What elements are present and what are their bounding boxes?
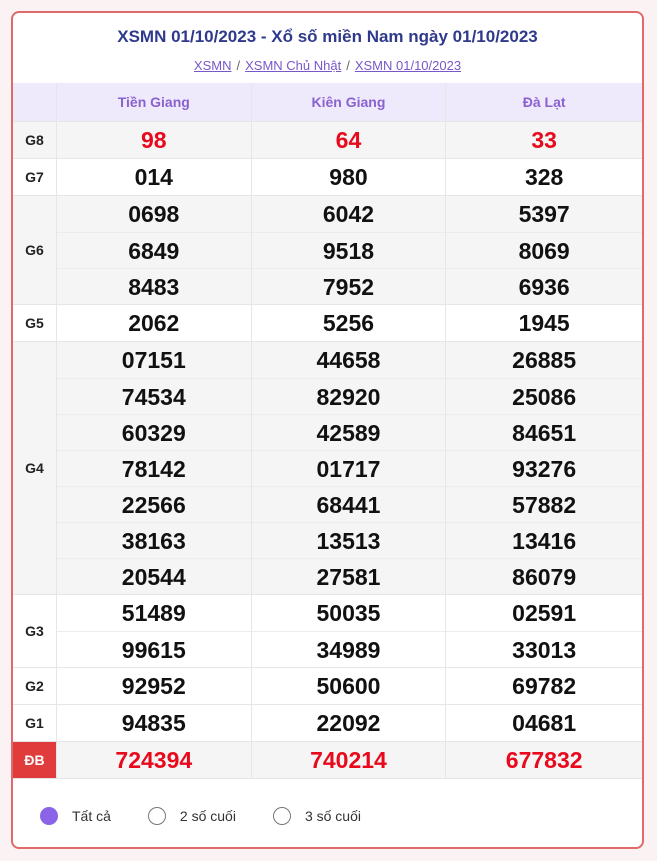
radio-selected-icon[interactable] xyxy=(40,807,58,825)
prize-cell xyxy=(57,668,252,704)
prize-number: 50600 xyxy=(316,673,381,699)
prize-label: G6 xyxy=(13,196,57,304)
prize-number: 57882 xyxy=(446,486,642,522)
filter-option-all[interactable] xyxy=(40,807,111,825)
prize-cell xyxy=(446,705,642,741)
digit-filter-bar xyxy=(13,791,642,841)
prize-number: 92952 xyxy=(121,673,186,699)
prize-number: 78142 xyxy=(57,450,251,486)
prize-cell xyxy=(57,705,252,741)
prize-number: 5256 xyxy=(322,310,375,336)
prize-cell xyxy=(252,122,447,158)
prize-number: 82920 xyxy=(252,378,446,414)
prize-number: 724394 xyxy=(115,747,193,773)
radio-unselected-icon[interactable] xyxy=(273,807,291,825)
prize-number: 50035 xyxy=(316,600,381,626)
prize-label: G8 xyxy=(13,122,57,158)
prize-number: 13416 xyxy=(446,522,642,558)
prize-cell xyxy=(446,342,642,594)
prize-number: 014 xyxy=(134,164,173,190)
page-title: XSMN 01/10/2023 - Xổ số miền Nam ngày 01/10/2023 xyxy=(117,27,538,46)
prize-number: 22092 xyxy=(316,710,381,736)
prize-cell xyxy=(57,342,252,594)
prize-cell xyxy=(446,595,642,667)
prize-number: 0698 xyxy=(128,201,180,227)
prize-cell xyxy=(446,305,642,341)
prize-number: 2062 xyxy=(128,310,180,336)
prize-number: 42589 xyxy=(252,414,446,450)
prize-cell xyxy=(252,705,447,741)
prize-label: G4 xyxy=(13,342,57,594)
prize-cell xyxy=(252,196,447,304)
prize-number: 26885 xyxy=(512,347,577,373)
prize-number: 69782 xyxy=(512,673,577,699)
prize-row xyxy=(13,705,642,742)
prize-number: 98 xyxy=(140,127,167,153)
prize-cell xyxy=(446,122,642,158)
prize-label: G2 xyxy=(13,668,57,704)
prize-number: 22566 xyxy=(57,486,251,522)
prize-cell xyxy=(446,159,642,195)
prize-row xyxy=(13,342,642,595)
prize-cell xyxy=(57,595,252,667)
prize-cell xyxy=(252,305,447,341)
prize-number: 84651 xyxy=(446,414,642,450)
prize-number: 5397 xyxy=(518,201,570,227)
prize-label: ĐB xyxy=(13,742,57,778)
prize-number: 86079 xyxy=(446,558,642,594)
prize-number: 27581 xyxy=(252,558,446,594)
prize-label: G1 xyxy=(13,705,57,741)
prize-cell xyxy=(57,305,252,341)
prize-number: 68441 xyxy=(252,486,446,522)
prize-number: 60329 xyxy=(57,414,251,450)
province-header-da-lat: Đà Lạt xyxy=(522,94,566,110)
prize-number: 6936 xyxy=(446,268,642,304)
prize-row xyxy=(13,122,642,159)
prize-number: 51489 xyxy=(121,600,186,626)
prize-cell xyxy=(446,742,642,778)
results-table xyxy=(13,83,642,779)
prize-cell xyxy=(252,342,447,594)
province-header-tien-giang: Tiền Giang xyxy=(57,83,252,121)
prize-number: 02591 xyxy=(512,600,577,626)
prize-cell xyxy=(57,122,252,158)
breadcrumb xyxy=(13,58,642,73)
prize-cell xyxy=(252,742,447,778)
prize-number: 8483 xyxy=(57,268,251,304)
breadcrumb-sunday-link[interactable]: XSMN Chủ Nhật xyxy=(245,58,342,73)
prize-cell xyxy=(57,196,252,304)
prize-number: 33 xyxy=(531,127,557,153)
prize-row xyxy=(13,305,642,342)
prize-number: 74534 xyxy=(57,378,251,414)
radio-unselected-icon[interactable] xyxy=(148,807,166,825)
prize-cell xyxy=(252,159,447,195)
prize-rows xyxy=(13,122,642,779)
prize-number: 8069 xyxy=(446,232,642,268)
prize-number: 44658 xyxy=(316,347,381,373)
prize-number: 64 xyxy=(335,127,362,153)
prize-number: 13513 xyxy=(252,522,446,558)
prize-number: 6849 xyxy=(57,232,251,268)
prize-number: 1945 xyxy=(518,310,570,336)
filter-option-label: Tất cả xyxy=(72,808,111,824)
prize-row xyxy=(13,595,642,668)
prize-cell xyxy=(57,742,252,778)
prize-number: 677832 xyxy=(505,747,583,773)
prize-row xyxy=(13,668,642,705)
prize-row xyxy=(13,159,642,196)
prize-number: 38163 xyxy=(57,522,251,558)
results-card xyxy=(11,11,644,849)
table-header-row xyxy=(13,83,642,122)
prize-number: 33013 xyxy=(446,631,642,667)
prize-cell xyxy=(252,595,447,667)
prize-number: 99615 xyxy=(57,631,251,667)
prize-row xyxy=(13,742,642,779)
prize-number: 6042 xyxy=(322,201,375,227)
prize-number: 20544 xyxy=(57,558,251,594)
prize-cell xyxy=(446,668,642,704)
prize-number: 01717 xyxy=(252,450,446,486)
breadcrumb-separator: / xyxy=(346,58,350,73)
prize-number: 980 xyxy=(329,164,368,190)
breadcrumb-xsmn-link[interactable]: XSMN xyxy=(193,58,232,73)
prize-label: G5 xyxy=(13,305,57,341)
filter-option-label: 2 số cuối xyxy=(179,808,236,824)
prize-number: 25086 xyxy=(446,378,642,414)
prize-label: G3 xyxy=(13,595,57,667)
prize-number: 9518 xyxy=(252,232,446,268)
prize-number: 7952 xyxy=(252,268,446,304)
prize-cell xyxy=(446,196,642,304)
prize-number: 94835 xyxy=(121,710,186,736)
prize-number: 34989 xyxy=(252,631,446,667)
prize-row xyxy=(13,196,642,305)
prize-number: 740214 xyxy=(310,747,387,773)
filter-option-last-3[interactable] xyxy=(273,807,361,825)
prize-cell xyxy=(252,668,447,704)
province-header-kien-giang: Kiên Giang xyxy=(252,83,447,121)
prize-number: 07151 xyxy=(121,347,186,373)
breadcrumb-date-link[interactable]: XSMN 01/10/2023 xyxy=(354,58,462,73)
prize-number: 04681 xyxy=(512,710,577,736)
prize-number: 93276 xyxy=(446,450,642,486)
filter-option-label: 3 số cuối xyxy=(304,808,361,824)
breadcrumb-separator: / xyxy=(236,58,241,73)
prize-number: 328 xyxy=(524,164,564,190)
prize-label: G7 xyxy=(13,159,57,195)
prize-cell xyxy=(57,159,252,195)
header-corner-cell xyxy=(13,83,57,121)
filter-option-last-2[interactable] xyxy=(148,807,236,825)
